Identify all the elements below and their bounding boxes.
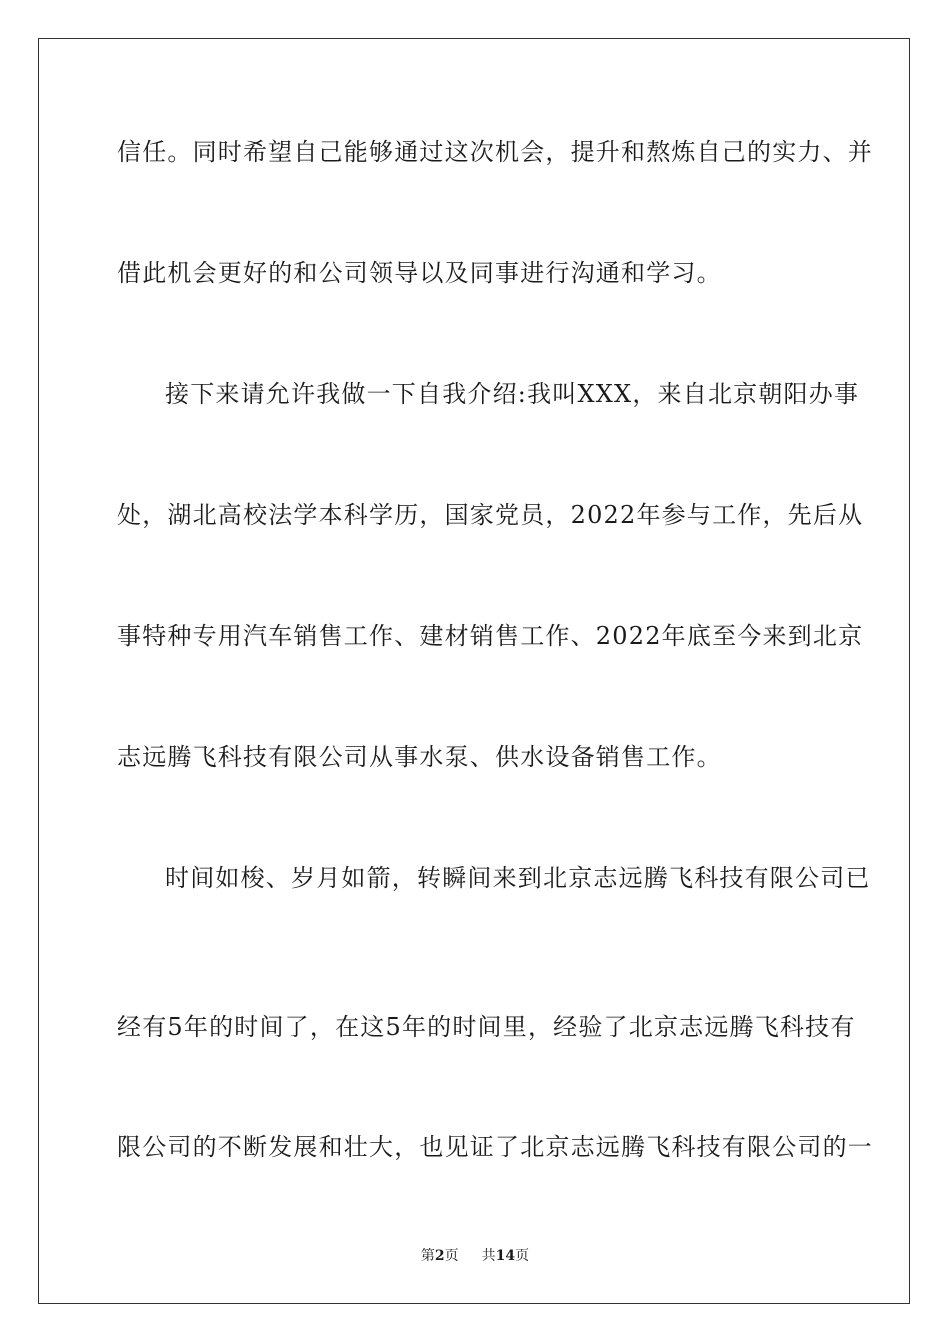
paragraph-line-5: 事特种专用汽车销售工作、建材销售工作、2022年底至今来到北京	[117, 622, 864, 650]
page-current: 2	[434, 1248, 445, 1264]
paragraph-line-6: 志远腾飞科技有限公司从事水泵、供水设备销售工作。	[117, 743, 722, 771]
paragraph-line-1: 信任。同时希望自己能够通过这次机会，提升和熬炼自己的实力、并	[117, 138, 873, 166]
page-total: 14	[495, 1248, 516, 1264]
page-total-label	[482, 1247, 529, 1265]
page-border	[38, 38, 910, 1304]
page-number-label	[421, 1247, 459, 1265]
total-suffix: 页	[515, 1248, 530, 1264]
paragraph-line-8: 经有5年的时间了，在这5年的时间里，经验了北京志远腾飞科技有	[117, 1013, 856, 1041]
page-footer	[0, 1247, 950, 1265]
page-suffix: 页	[444, 1248, 459, 1264]
page-prefix: 第	[420, 1248, 435, 1264]
paragraph-line-4: 处，湖北高校法学本科学历，国家党员，2022年参与工作，先后从	[117, 501, 864, 529]
paragraph-line-2: 借此机会更好的和公司领导以及同事进行沟通和学习。	[117, 259, 722, 287]
paragraph-line-7: 时间如梭、岁月如箭，转瞬间来到北京志远腾飞科技有限公司已	[165, 864, 871, 892]
paragraph-line-3: 接下来请允许我做一下自我介绍:我叫XXX，来自北京朝阳办事	[165, 380, 860, 408]
paragraph-line-9: 限公司的不断发展和壮大，也见证了北京志远腾飞科技有限公司的一	[117, 1133, 873, 1161]
total-prefix: 共	[481, 1248, 496, 1264]
